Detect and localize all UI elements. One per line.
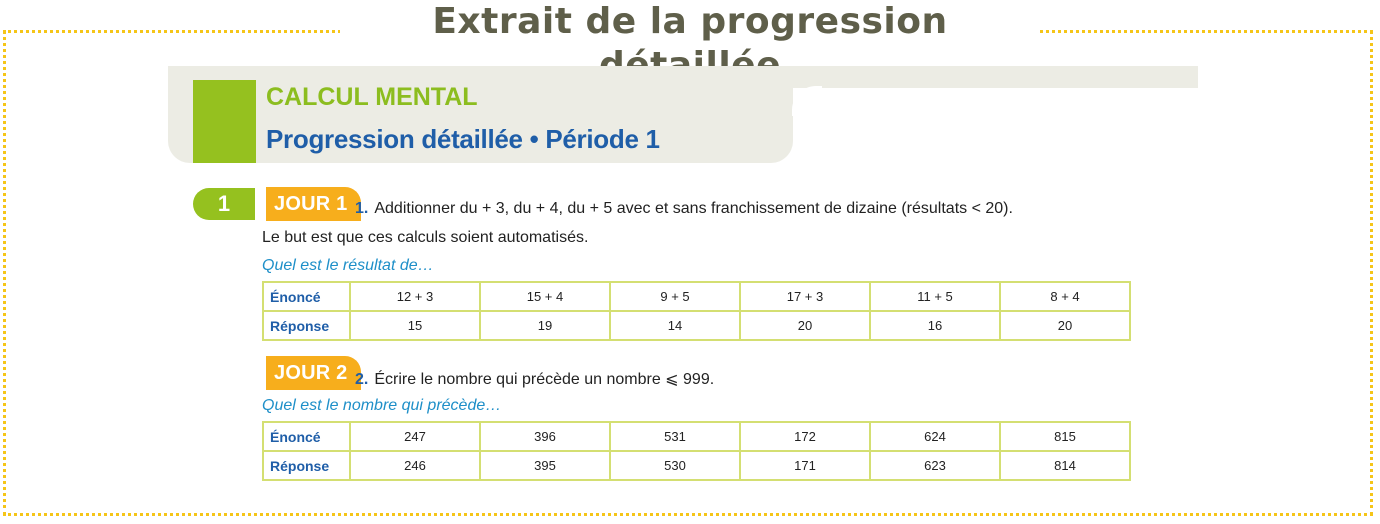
day1-tab <box>262 187 361 221</box>
table-cell: 12 + 3 <box>350 282 480 311</box>
table-cell: 395 <box>480 451 610 480</box>
table-cell: 14 <box>610 311 740 340</box>
table-cell: 247 <box>350 422 480 451</box>
day2-tab-label: JOUR 2 <box>274 362 348 384</box>
table-cell: 396 <box>480 422 610 451</box>
table-cell: 20 <box>740 311 870 340</box>
day1-exercise <box>355 200 1013 218</box>
table-row <box>263 311 1130 340</box>
day1-question: Quel est le résultat de… <box>262 257 434 274</box>
day1-exercise-text: Additionner du + 3, du + 4, du + 5 avec et sans franchissement de dizaine (résultats < 20). <box>374 200 1013 217</box>
row-label-reponse: Réponse <box>263 311 350 340</box>
day2-exercise-text: Écrire le nombre qui précède un nombre ⩽ 999. <box>374 371 715 388</box>
subject-heading: CALCUL MENTAL <box>266 83 478 111</box>
table-cell: 9 + 5 <box>610 282 740 311</box>
table-cell: 530 <box>610 451 740 480</box>
table-row <box>263 282 1130 311</box>
table-cell: 16 <box>870 311 1000 340</box>
table-cell: 624 <box>870 422 1000 451</box>
table-cell: 15 <box>350 311 480 340</box>
page-title: Extrait de la progression <box>340 0 1040 48</box>
day1-table <box>262 281 1131 341</box>
day1-exercise-number: 1. <box>355 200 369 217</box>
day2-tab-stripe <box>262 356 266 390</box>
table-cell: 814 <box>1000 451 1130 480</box>
table-cell: 246 <box>350 451 480 480</box>
day2-exercise <box>355 369 714 389</box>
green-marker <box>193 80 256 163</box>
table-row <box>263 451 1130 480</box>
table-cell: 20 <box>1000 311 1130 340</box>
table-cell: 171 <box>740 451 870 480</box>
table-cell: 623 <box>870 451 1000 480</box>
table-cell: 19 <box>480 311 610 340</box>
section-number-tab: 1 <box>193 188 255 220</box>
table-cell: 17 + 3 <box>740 282 870 311</box>
table-cell: 531 <box>610 422 740 451</box>
day2-question: Quel est le nombre qui précède… <box>262 397 502 414</box>
table-cell: 15 + 4 <box>480 282 610 311</box>
table-row <box>263 422 1130 451</box>
day1-note: Le but est que ces calculs soient automatisés. <box>262 229 589 246</box>
table-cell: 815 <box>1000 422 1130 451</box>
day2-table <box>262 421 1131 481</box>
table-cell: 8 + 4 <box>1000 282 1130 311</box>
table-cell: 172 <box>740 422 870 451</box>
row-label-reponse: Réponse <box>263 451 350 480</box>
day2-exercise-number: 2. <box>355 371 369 388</box>
day2-tab <box>262 356 361 390</box>
period-heading: Progression détaillée • Période 1 <box>266 124 660 154</box>
table-cell: 11 + 5 <box>870 282 1000 311</box>
row-label-enonce: Énoncé <box>263 282 350 311</box>
day1-tab-stripe <box>262 187 266 221</box>
day1-tab-label: JOUR 1 <box>274 193 348 215</box>
row-label-enonce: Énoncé <box>263 422 350 451</box>
